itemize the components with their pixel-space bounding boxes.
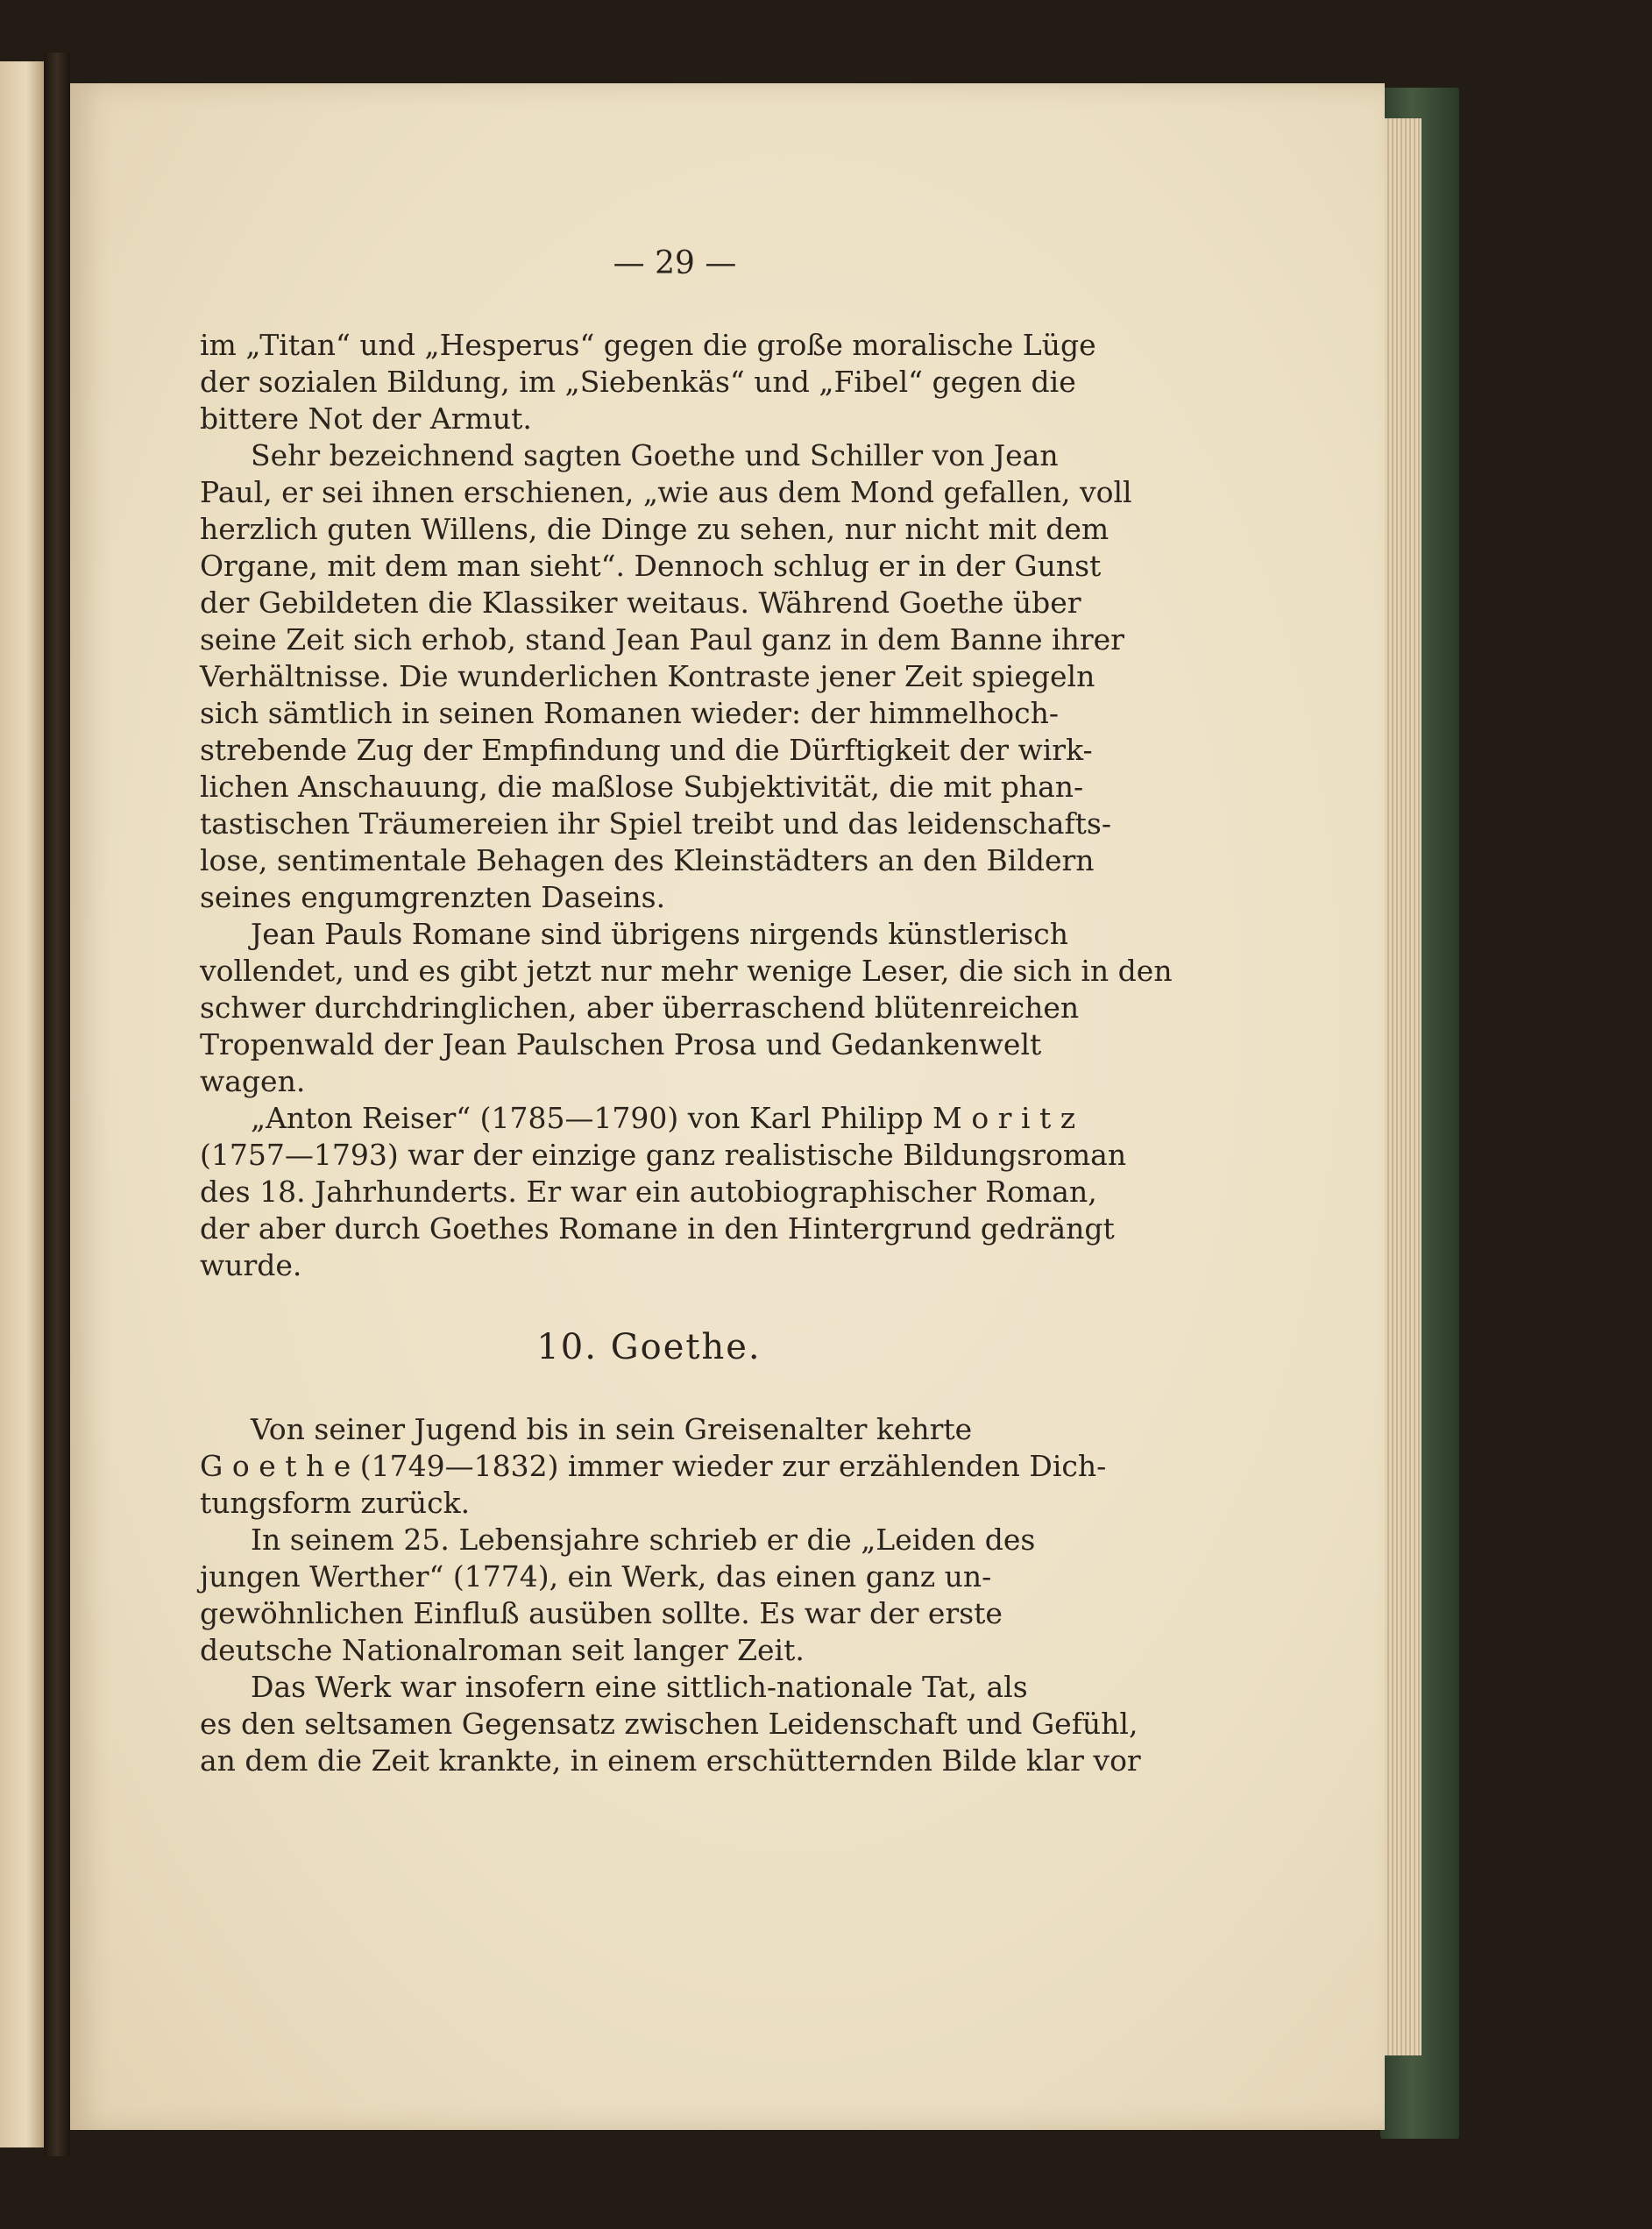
text-line: der Gebildeten die Klassiker weitaus. Während Goethe über [200,586,1081,620]
text-line: an dem die Zeit krankte, in einem erschütternden Bilde klar vor [200,1743,1141,1778]
text-line: gewöhnlichen Einfluß ausüben sollte. Es war der erste [200,1596,1003,1630]
text-line: (1757—1793) war der einzige ganz realistische Bildungsroman [200,1138,1127,1172]
text-line: seines engumgrenzten Daseins. [200,880,666,914]
text-line: bittere Not der Armut. [200,401,532,436]
text-line: „Anton Reiser“ (1785—1790) von Karl Philipp M o r i t z [251,1101,1076,1135]
text-line: sich sämtlich in seinen Romanen wieder: der himmelhoch- [200,696,1060,730]
text-line: Jean Pauls Romane sind übrigens nirgends künstlerisch [251,917,1068,951]
text-line: jungen Werther“ (1774), ein Werk, das einen ganz un- [200,1559,992,1594]
text-section-1 [200,327,1173,1284]
text-line: seine Zeit sich erhob, stand Jean Paul ganz in dem Banne ihrer [200,622,1124,657]
text-line: Von seiner Jugend bis in sein Greisenalter kehrte [251,1412,973,1446]
text-line: des 18. Jahrhunderts. Er war ein autobiographischer Roman, [200,1175,1097,1209]
text-line: im „Titan“ und „Hesperus“ gegen die große moralische Lüge [200,328,1096,362]
text-line: schwer durchdringlichen, aber überraschend blütenreichen [200,990,1080,1025]
text-line: tungsform zurück. [200,1486,471,1520]
text-line: wurde. [200,1248,302,1282]
text-line: Das Werk war insofern eine sittlich-nationale Tat, als [251,1670,1028,1704]
text-line: vollendet, und es gibt jetzt nur mehr wenige Leser, die sich in den [200,954,1173,988]
text-line: deutsche Nationalroman seit langer Zeit. [200,1633,805,1667]
text-line: G o e t h e (1749—1832) immer wieder zur erzählenden Dich- [200,1449,1107,1483]
text-line: tastischen Träumereien ihr Spiel treibt und das leidenschafts- [200,806,1112,841]
text-line: Sehr bezeichnend sagten Goethe und Schiller von Jean [251,438,1059,472]
text-line: Verhältnisse. Die wunderlichen Kontraste jener Zeit spiegeln [200,659,1095,693]
text-line: lose, sentimentale Behagen des Kleinstädters an den Bildern [200,843,1095,877]
text-line: In seinem 25. Lebensjahre schrieb er die „Leiden des [251,1523,1036,1557]
text-line: es den seltsamen Gegensatz zwischen Leidenschaft und Gefühl, [200,1707,1138,1741]
text-line: Paul, er sei ihnen erschienen, „wie aus dem Mond gefallen, voll [200,475,1132,509]
left-page-edge [0,61,44,2147]
text-line: der aber durch Goethes Romane in den Hintergrund gedrängt [200,1211,1115,1246]
page-number: — 29 — [613,245,737,281]
text-line: herzlich guten Willens, die Dinge zu sehen, nur nicht mit dem [200,512,1110,546]
text-line: Organe, mit dem man sieht“. Dennoch schlug er in der Gunst [200,549,1102,583]
text-line: lichen Anschauung, die maßlose Subjektivität, die mit phan- [200,770,1084,804]
book-gutter [44,53,70,2156]
text-line: strebende Zug der Empfindung und die Dürftigkeit der wirk- [200,733,1093,767]
text-section-2 [200,1411,1141,1779]
page-body [200,327,1173,1779]
text-line: Tropenwald der Jean Paulschen Prosa und Gedankenwelt [200,1027,1042,1061]
section-heading: 10. Goethe. [536,1327,762,1367]
text-line: wagen. [200,1064,306,1098]
text-line: der sozialen Bildung, im „Siebenkäs“ und „Fibel“ gegen die [200,365,1076,399]
